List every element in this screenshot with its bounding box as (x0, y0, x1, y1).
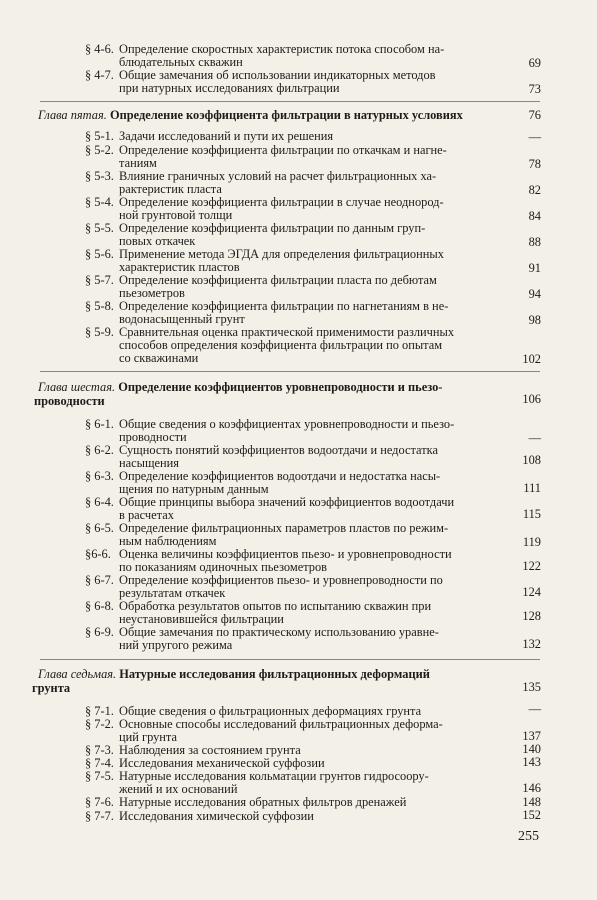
page-number: — (528, 130, 541, 144)
entry-line: Исследования механической суффозии (119, 757, 325, 770)
section-number: § 7-6. (85, 795, 114, 809)
section-number: §6-6. (85, 547, 111, 561)
entry-line: Сущность понятий коэффициентов водоотдачи и недостатка (119, 444, 438, 457)
entry-line: Сравнительная оценка практической применимости различных (119, 326, 455, 339)
entry-line: ной грунтовой толщи (119, 209, 233, 222)
section-number: § 5-8. (85, 299, 114, 313)
entry-line: Общие замечания об использовании индикаторных методов (119, 69, 436, 82)
section-number: § 5-7. (85, 273, 114, 287)
entry-line: Определение коэффициента фильтрации пласта по дебютам (119, 274, 437, 287)
entry-line: Общие сведения о коэффициентах уровнепроводности и пьезо- (119, 418, 455, 431)
section-number: § 7-4. (85, 756, 114, 770)
entry-line: Обработка результатов опытов по испытанию скважин при (119, 600, 432, 613)
entry-line: неустановившейся фильтрации (119, 613, 284, 626)
section-number: § 6-4. (85, 495, 114, 509)
toc-entry-4-7 (85, 69, 510, 95)
entry-line: при натурных исследованиях фильтрации (119, 82, 340, 95)
page-number: 146 (522, 781, 541, 795)
entry-line: Натурные исследования кольматации грунтов гидросоору- (119, 770, 429, 783)
page-number: 128 (522, 609, 541, 623)
page-number: 94 (528, 287, 541, 301)
toc-entry-4-6 (85, 43, 510, 69)
separator-line (40, 371, 540, 372)
section-number: § 6-1. (85, 417, 114, 431)
entry-line: в расчетах (119, 509, 174, 522)
entry-line: насыщения (119, 457, 179, 470)
entry-line: щения по натурным данным (119, 483, 269, 496)
section-number: § 5-6. (85, 247, 114, 261)
chapter-heading-6 (34, 380, 516, 408)
section-number: § 7-2. (85, 717, 114, 731)
entry-line: Определение коэффициента фильтрации по данным груп- (119, 222, 426, 235)
page-number: 69 (528, 56, 541, 70)
section-number: § 7-7. (85, 809, 114, 823)
page-number: 119 (522, 535, 541, 549)
chapter-label: Глава пятая. (38, 108, 107, 122)
entry-line: Основные способы исследований фильтрационных деформа- (119, 718, 443, 731)
page-number: 91 (528, 261, 541, 275)
entry-line: блюдательных скважин (119, 56, 243, 69)
entry-line: со скважинами (119, 352, 199, 365)
entry-line: Определение фильтрационных параметров пластов по режим- (119, 522, 449, 535)
section-number: § 7-3. (85, 743, 114, 757)
entry-line: Задачи исследований и пути их решения (119, 130, 334, 143)
section-number: § 5-4. (85, 195, 114, 209)
page-number: 98 (528, 313, 541, 327)
page-number: 82 (528, 183, 541, 197)
page-number: 84 (528, 209, 541, 223)
entry-line: Определение коэффициентов водоотдачи и недостатка насы- (119, 470, 441, 483)
page-number: 152 (522, 808, 541, 822)
entry-line: Применение метода ЭГДА для определения фильтрационных (119, 248, 444, 261)
section-number: § 5-9. (85, 325, 114, 339)
chapter-label: Глава седьмая. (38, 667, 117, 681)
entry-line: способов определения коэффициента фильтрации по опытам (119, 339, 443, 352)
section-number: § 7-5. (85, 769, 114, 783)
entry-line: Исследования химической суффозии (119, 810, 314, 823)
chapter-title-cont: проводности (34, 394, 105, 408)
entry-line: пьезометров (119, 287, 185, 300)
page-number: 106 (522, 392, 541, 406)
entry-line: Определение коэффициента фильтрации по откачкам и нагне- (119, 144, 447, 157)
entry-line: Наблюдения за состоянием грунта (119, 744, 301, 757)
entry-line: водонасыщенный грунт (119, 313, 245, 326)
entry-line: ций грунта (119, 731, 177, 744)
section-number: § 6-7. (85, 573, 114, 587)
page-number: 73 (528, 82, 541, 96)
entry-line: Общие сведения о фильтрационных деформациях грунта (119, 705, 422, 718)
chapter-label: Глава шестая. (38, 380, 116, 394)
entry-line: по показаниям одиночных пьезометров (119, 561, 327, 574)
page-number: 111 (523, 481, 541, 495)
entry-line: Общие принципы выбора значений коэффициентов водоотдачи (119, 496, 455, 509)
page-number: 148 (522, 795, 541, 809)
section-number: § 6-5. (85, 521, 114, 535)
page-number: 78 (528, 157, 541, 171)
entry-line: Натурные исследования обратных фильтров дренажей (119, 796, 407, 809)
entry-line: проводности (119, 431, 187, 444)
entry-line: Определение коэффициента фильтрации по нагнетаниям в не- (119, 300, 449, 313)
separator-line (40, 101, 540, 102)
entry-line: результатам откачек (119, 587, 226, 600)
section-number: § 6-2. (85, 443, 114, 457)
entry-line: Определение коэффициентов пьезо- и уровнепроводности по (119, 574, 443, 587)
section-number: § 5-5. (85, 221, 114, 235)
section-number: § 7-1. (85, 704, 114, 718)
chapter-heading-5 (38, 108, 516, 122)
section-number: § 5-2. (85, 143, 114, 157)
entry-line: Влияние граничных условий на расчет фильтрационных ха- (119, 170, 437, 183)
page-number: 76 (528, 108, 541, 122)
entry-line: повых откачек (119, 235, 196, 248)
page-number: 137 (522, 729, 541, 743)
entry-line: таниям (119, 157, 157, 170)
entry-line: жений и их оснований (119, 783, 238, 796)
section-number: § 5-3. (85, 169, 114, 183)
page-number: 140 (522, 742, 541, 756)
page-number: 115 (522, 507, 541, 521)
page-number: 143 (522, 755, 541, 769)
folio-page-number: 255 (518, 829, 539, 844)
page-number: 124 (522, 585, 541, 599)
separator-line (40, 659, 540, 660)
entry-line: рактеристик пласта (119, 183, 222, 196)
entry-line: ний упругого режима (119, 639, 233, 652)
page-number: — (528, 702, 541, 716)
page-number: 135 (522, 680, 541, 694)
section-number: § 5-1. (85, 129, 114, 143)
entry-line: Оценка величины коэффициентов пьезо- и уровнепроводности (119, 548, 452, 561)
chapter-heading-7 (32, 667, 516, 695)
entry-line: Определение коэффициента фильтрации в случае неоднород- (119, 196, 444, 209)
entry-line: Определение скоростных характеристик потока способом на- (119, 43, 445, 56)
page-number: 102 (522, 352, 541, 366)
page-number: 108 (522, 453, 541, 467)
chapter-title-cont: грунта (32, 681, 71, 695)
section-number: § 4-7. (85, 68, 114, 82)
page-number: — (528, 431, 541, 445)
entry-line: Общие замечания по практическому использованию уравне- (119, 626, 439, 639)
chapter-title: Определение коэффициента фильтрации в натурных условиях (109, 108, 463, 122)
chapter-title: Определение коэффициентов уровнепроводности и пьезо- (118, 380, 443, 394)
entry-line: ным наблюдениям (119, 535, 217, 548)
section-number: § 6-3. (85, 469, 114, 483)
section-number: § 6-8. (85, 599, 114, 613)
page-number: 122 (522, 559, 541, 573)
chapter-title: Натурные исследования фильтрационных деформаций (119, 667, 430, 681)
page-number: 88 (528, 235, 541, 249)
section-number: § 6-9. (85, 625, 114, 639)
entry-line: характеристик пластов (119, 261, 240, 274)
section-number: § 4-6. (85, 42, 114, 56)
page-number: 132 (522, 637, 541, 651)
